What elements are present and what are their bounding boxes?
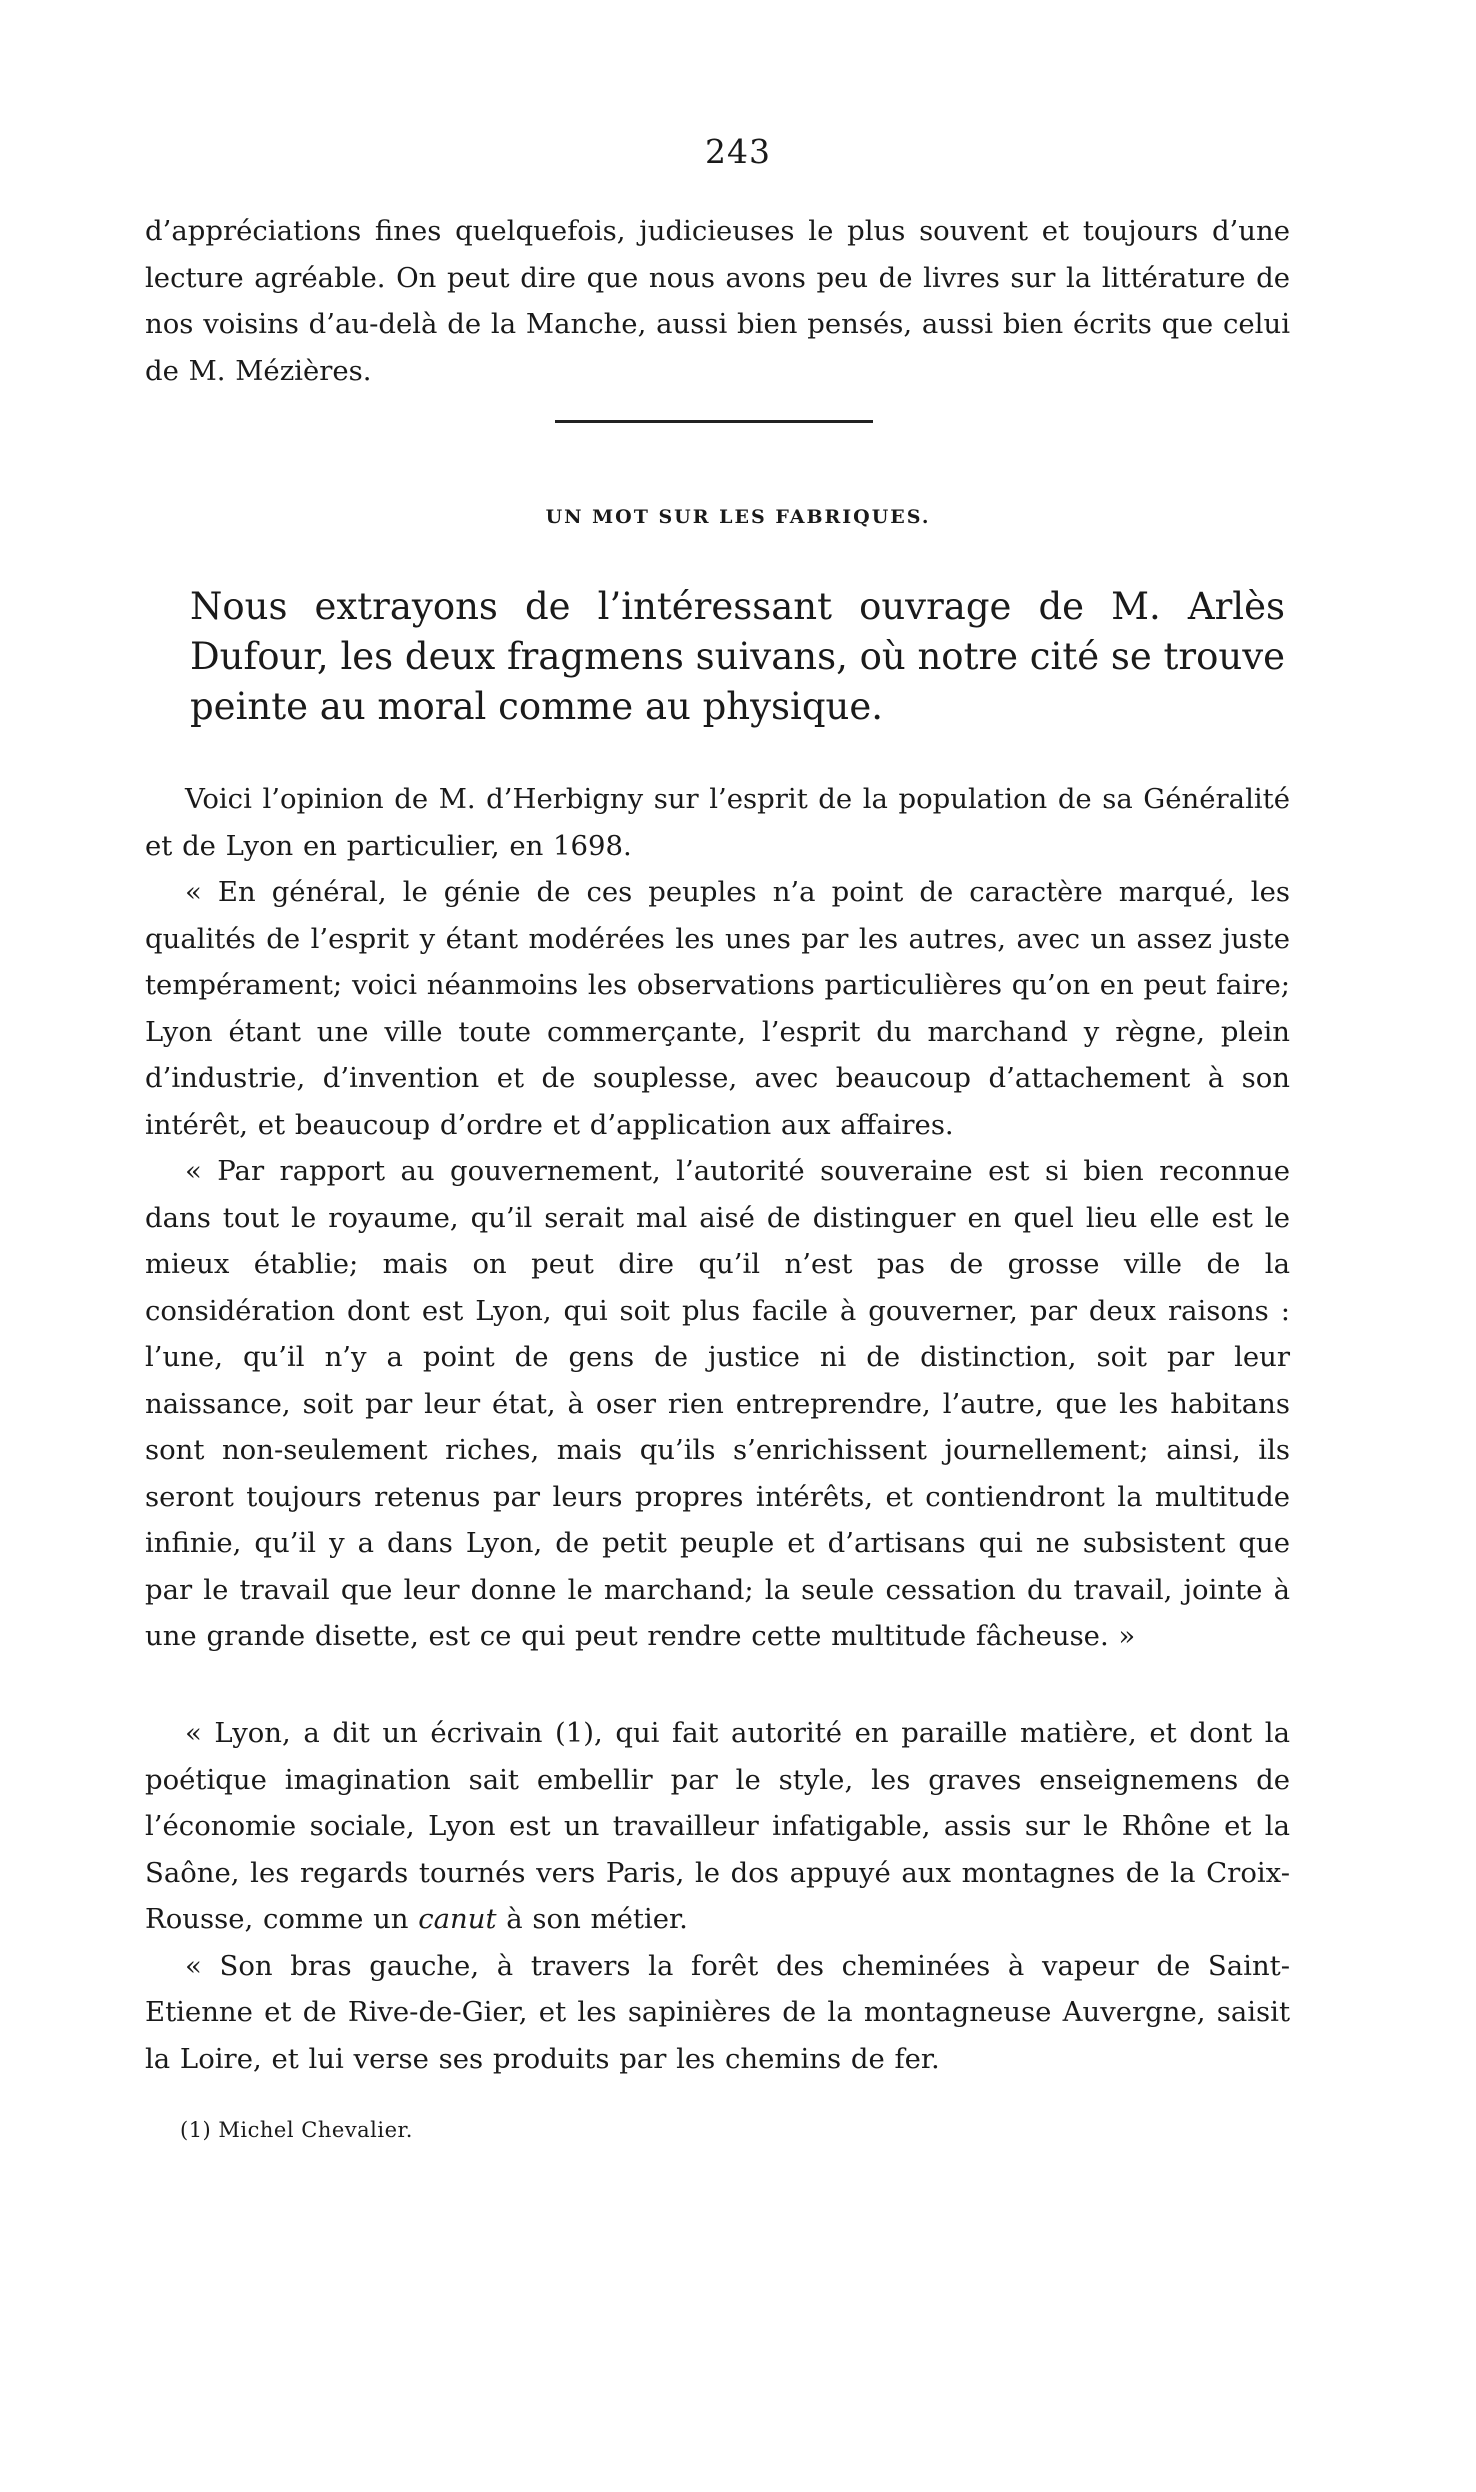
canut-italic: canut [418,1903,497,1935]
page-number: 243 [705,132,771,171]
second-fragment-block [145,1710,1290,2082]
footnote: (1) Michel Chevalier. [180,2118,413,2142]
paragraph-herbigny-opinion: Voici l’opinion de M. d’Herbigny sur l’esprit de la population de sa Généralité et de Lyon en particulier, en 1698. [145,783,1290,862]
article-intro: Nous extrayons de l’intéressant ouvrage de M. Arlès Dufour, les deux fragmens suivans, où notre cité se trouve peinte au moral comme au physique. [190,585,1285,728]
paragraph-quote-genie: « En général, le génie de ces peuples n’a point de caractère marqué, les qualités de l’esprit y étant modérées les unes par les autres, avec un assez juste tempérament; voici néanmoins les observations particulières qu’on en peut faire; Lyon étant une ville toute commerçante, l’esprit du marchand y règne, plein d’industrie, d’invention et de souplesse, avec beaucoup d’attachement à son intérêt, et beaucoup d’ordre et d’application aux affaires. [145,876,1290,1141]
preceding-text-block [145,208,1290,394]
preceding-paragraph: d’appréciations fines quelquefois, judicieuses le plus souvent et toujours d’une lecture agréable. On peut dire que nous avons peu de livres sur la littérature de nos voisins d’au-delà de la Manche, aussi bien pensés, aussi bien écrits que celui de M. Mézières. [145,215,1290,387]
section-divider [555,420,873,423]
section-title: UN MOT SUR LES FABRIQUES. [545,506,931,528]
paragraph-bras-gauche: « Son bras gauche, à travers la forêt des cheminées à vapeur de Saint-Etienne et de Rive-de-Gier, et les sapinières de la montagneuse Auvergne, saisit la Loire, et lui verse ses produits par les chemins de fer. [145,1949,1290,2075]
first-fragment-block [145,776,1290,1660]
paragraph-lyon-travailleur [145,1710,1290,1943]
paragraph-quote-gouvernement: « Par rapport au gouvernement, l’autorité souveraine est si bien reconnue dans tout le royaume, qu’il serait mal aisé de distinguer en quel lieu elle est le mieux établie; mais on peut dire qu’il n’est pas de grosse ville de la considération dont est Lyon, qui soit plus facile à gouverner, par deux raisons : l’une, qu’il n’y a point de gens de justice ni de distinction, soit par leur naissance, soit par leur état, à oser rien entreprendre, l’autre, que les habitans sont non-seulement riches, mais qu’ils s’enrichissent journellement; ainsi, ils seront toujours retenus par leurs propres intérêts, et contiendront la multitude infinie, qu’il y a dans Lyon, de petit peuple et d’artisans qui ne subsistent que par le travail que leur donne le marchand; la seule cessation du travail, jointe à une grande disette, est ce qui peut rendre cette multitude fâcheuse. » [145,1155,1290,1652]
lyon-text-after: à son métier. [496,1903,688,1935]
lyon-text-before: « Lyon, a dit un écrivain (1), qui fait autorité en paraille matière, et dont la poétique imagination sait embellir par le style, les graves enseignemens de l’économie sociale, Lyon est un travailleur infatigable, assis sur le Rhône et la Saône, les regards tournés vers Paris, le dos appuyé aux montagnes de la Croix-Rousse, comme un [145,1717,1290,1935]
